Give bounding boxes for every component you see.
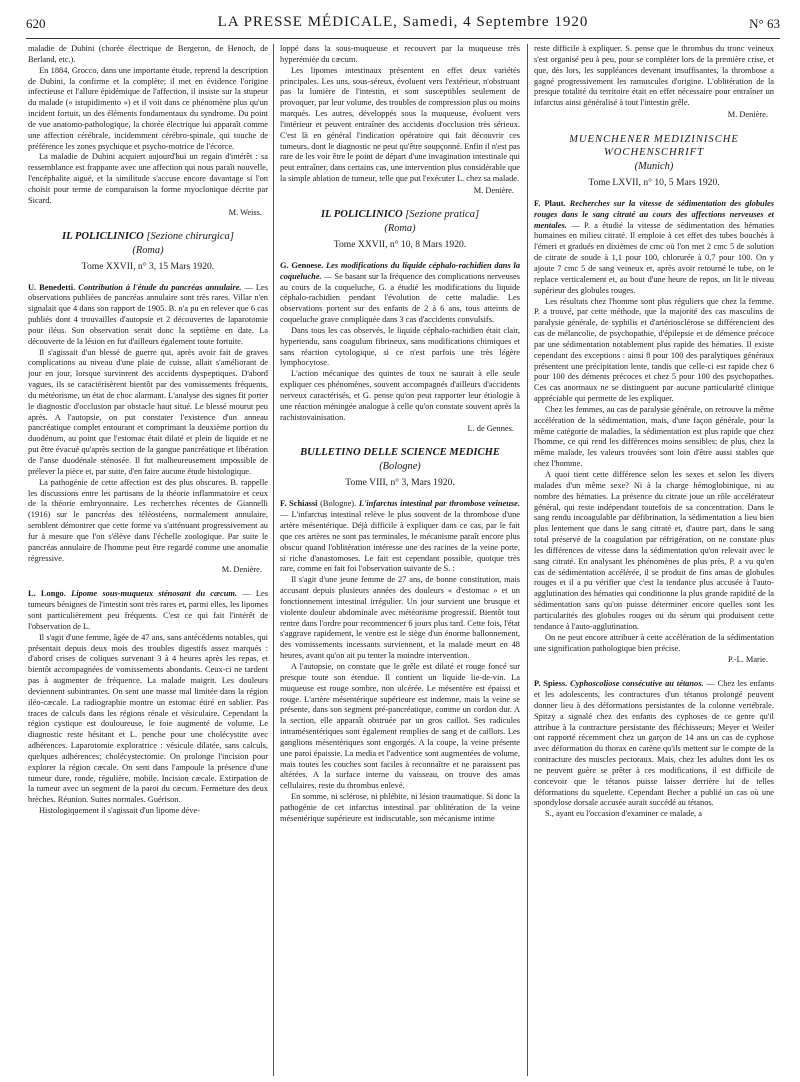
- page-number: 620: [26, 16, 46, 31]
- article-title: L'infarctus intestinal par thrombose veineuse.: [358, 499, 520, 509]
- article-title: Les modifications du liquide céphalo-rachidien dans la coqueluche.: [280, 260, 520, 281]
- article-text: — L'infarctus intestinal relève le plus souvent de la thrombose d'une artère mésentérique. Déjà difficile à expliquer dans ce cas, par le fait que ces artères ne sont pas terminales, le mécanisme paraît encore plus obscur quand l'oblitération intéresse une des racines de la veine porte, si riche d'anastomoses. Le fait est cependant possible, quoique très rare, comme en fait foi l'observation suivante de S. :: [280, 510, 520, 574]
- journal-section: [Sezione chirurgica]: [146, 230, 234, 242]
- paragraph: Il s'agit d'une jeune femme de 27 ans, de bonne constitution, mais accusant depuis plusieurs années des douleurs « d'estomac » et un fonctionnement intestinal irrégulier. Un jour survient une brusque et violente douleur abdominale avec météorisme progressif. Bientôt tout rentre dans l'ordre pour recommencer 6 jours plus tard. Cette fois, l'état s'aggrave rapidement, le ventre est le siège d'un énorme ballonnement, des vomissements incessants surviennent, et la malade meurt en 48 heures, avant qu'on ait pu tenter la moindre intervention.: [280, 575, 520, 661]
- journal-city: (Bologne): [379, 461, 421, 473]
- column-divider: [527, 44, 528, 1076]
- article-text: — Se basant sur la fréquence des complications nerveuses au cours de la coqueluche, G. a étudié les modifications du liquide céphalo-rachidien pendant l'évolution de cette maladie. Les observations portent sur des enfants de 2 à 6 ans, tous atteints de coqueluche grave compliquée dans 3 cas d'accidents convulsifs.: [280, 271, 520, 325]
- article-author: L. Longo.: [28, 589, 66, 599]
- journal-volume: Tome XXVII, n° 10, 8 Mars 1920.: [333, 238, 467, 250]
- paragraph: La pathogénie de cette affection est des plus obscures. B. rappelle les discussions entre les partisans de la théorie inflammatoire et ceux de la théorie embryonnaire. Les recherches récentes de Giannelli (1916) sur le pancréas des téléostéens, normalement annulaire, semblent démontrer que cette forme va s'atténuant progressivement au fur à mesure que l'on s'élève dans l'échelle zoologique. Par suite le pancréas annulaire de l'homme peut être regardé comme une anomalie régressive.: [28, 477, 268, 563]
- journal-name: BULLETINO DELLE SCIENCE MEDICHE: [300, 447, 500, 459]
- journal-heading: [280, 208, 520, 221]
- page-header: [26, 14, 780, 36]
- article-text: — Chez les enfants et les adolescents, les contractures d'un tétanos prolongé peuvent donner lieu à des déformations persistantes de la colonne vertébrale. Spitzy a signalé chez des enfants des cyphoses de ce genre qu'il attribue à la contracture persistante des fléchisseurs; Meyer et Weiler ont rapporté récemment chez un garçon de 14 ans un cas de cyphose avec déformation du thorax en carène qu'ils mettent sur le compte de la contracture des muscles pectoraux. Mais, chez les adultes dont les os ne peuvent guère se prêter à ces modifications, il est difficile de concevoir que le tétanos puisse laisser derrière lui de telles déformations du squelette. Cependant Becher a publié un cas où une spondylose dorsale accusée aurait succédé au tétanos.: [534, 679, 774, 808]
- issue-number: N° 63: [749, 16, 780, 31]
- paragraph: S., ayant eu l'occasion d'examiner ce malade, a: [545, 809, 702, 819]
- journal-name: IL POLICLINICO: [62, 230, 144, 242]
- column-right: [534, 44, 774, 1078]
- paragraph: Il s'agissait d'un blessé de guerre qui, après avoir fait de graves complications au niveau d'une plaie de cuisse, allait s'améliorant de jour en jour, lorsque survinrent des accidents dyspeptiques. D'abord vagues, ils se caractérisèrent bientôt par des vomissements fréquents, du météorisme, un état de choc alarmant. L'analyse des signes fit porter le diagnostic d'occlusion par obstacle haut situé. Le blessé mourut peu après. A l'autopsie, on put constater l'existence d'un anneau pancréatique complet entourant et comprimant la deuxième portion du duodénum, au point que l'estomac était dilaté et plein de liquide et ne put être évacué qu'après section de la gangue pancréatique et libération de l'anse duodénale sténosée. Il fut malheureusement impossible de prélever la pièce et, par suite, d'en faire aucune étude histologique.: [28, 347, 268, 476]
- paragraph: Les résultats chez l'homme sont plus réguliers que chez la femme. P. a trouvé, par cette méthode, que la majorité des cas masculins de paralysie générale, de syphilis et d'artériosclérose se différencient des cas de mélancolie, de psychopathie, d'épilepsie et de démence précoce par une sédimentation notablement plus rapide des hématies. Il existe cependant des exceptions : ainsi 8 pour 100 des paralytiques généraux présentent une précipitation lente, tandis que celle-ci est rapide chez 6 pour 100 des déments précoces et chez 5 pour 100 des psychopathes. Ces cas anormaux ne se distinguent par aucune particularité clinique appréciable qui permette de les expliquer.: [534, 296, 774, 404]
- signature: M. Weiss.: [228, 207, 262, 217]
- paragraph: A quoi tient cette différence selon les sexes et selon les divers malades d'un même sexe? Ni à la charge hémoglobinique, ni au nombre des hématies. La présence du citrate joue un rôle accélérateur général, qui reste indépendant toutefois de sa concentration. Dans le sang rendu incoagulable par défibrination, la sédimentation a lieu bien plus lentement que dans le sang citraté et, d'autre part, dans le sang total préservé de la coagulation par réfrigération, on ne constate plus les différences de vitesse dans la sédimentation qu'on relevait avec le sang citraté. En analysant les phénomènes de plus près, P. a vu qu'en cas de sédimentation accélérée, il se produit de fins amas de globules rouges et il a pu vérifier que c'est la tendance plus accusée à l'auto-agglutination des hématies qui conditionne la plus grande rapidité de la sédimentation sans qu'on puisse déterminer encore quelles sont les particularités des globules rouges ou du sérum qui produisent cette tendance à l'auto-agglutination.: [534, 470, 774, 631]
- article-text: — P. a étudié la vitesse de sédimentation des hématies humaines en milieu citraté. Il emploie à cet effet des tubes bouchés à l'émeri et gradués en dixièmes de cmc où l'on met 2 cmc 5 de solution de citrate de soude à 1,1 pour 100, chlorurée à 0,7 pour 100. On y ajoute 7 cmc 5 de sang veineux et, après avoir retourné le tube, on le replace verticalement et, au bout d'une heure de repos, on lit le niveau supérieur des globules rouges.: [534, 220, 774, 295]
- header-rule: [26, 38, 780, 39]
- paragraph: Histologiquement il s'agissait d'un lipome déve-: [39, 806, 200, 816]
- paragraph: reste difficile à expliquer. S. pense que le thrombus du tronc veineux s'est organisé peu à peu, pour se compléter lors de la première crise, et que, dès lors, les suppléances devenant insuffisantes, la thrombose a gagné progressivement les ramuscules d'origine. L'oblitération de la presque totalité du territoire était en effet nécessaire pour entraîner un infarctus ainsi généralisé à tout l'intestin grêle.: [534, 44, 774, 108]
- article-title: Cyphoscoliose consécutive au tétanos.: [570, 679, 704, 689]
- journal-heading: [28, 230, 268, 243]
- paragraph: loppé dans la sous-muqueuse et recouvert par la muqueuse très hyperémiée du cæcum.: [280, 44, 520, 64]
- paragraph: maladie de Dubini (chorée électrique de Bergeron, de Henoch, de Berland, etc.).: [28, 44, 268, 64]
- signature: P.-L. Marie.: [727, 655, 768, 665]
- article-author: F. Plaut.: [534, 198, 566, 208]
- signature: M. Denière.: [727, 110, 768, 120]
- column-divider: [273, 44, 274, 1076]
- article-author-city: (Bologne).: [320, 499, 357, 509]
- article-paragraph: [28, 589, 268, 632]
- paragraph: Dans tous les cas observés, le liquide céphalo-rachidien était clair, hypertendu, sans coagulum fibrineux, sans modifications chimiques et sans réaction cytologique, si ce n'est parfois une très légère lymphocytose.: [280, 325, 520, 368]
- journal-city: (Roma): [132, 244, 164, 256]
- article-author: P. Spiess.: [534, 679, 568, 689]
- article-title: Contribution à l'étude du pancréas annulaire.: [78, 282, 242, 292]
- paragraph: La maladie de Dubini acquiert aujourd'hui un regain d'intérêt : sa ressemblance est frappante avec une affection qui nous paraît nouvelle, l'encéphalite aiguë, et la similitude s'accuse encore davantage si l'on choisit pour terme de comparaison la forme myoclonique décrite par Sicard.: [28, 152, 268, 205]
- signature: L. de Gennes.: [467, 424, 514, 434]
- article-author: G. Genoese.: [280, 260, 324, 270]
- paragraph: Chez les femmes, au cas de paralysie générale, on retrouve la même accélération de la sédimentation, mais, d'une façon générale, pour la même catégorie de maladies, la sédimentation est plus rapide que chez l'homme, ce qui rend les différences moins sensibles; de plus, chez la même malade, les valeurs trouvées sont loin d'être aussi stables que chez l'homme.: [534, 404, 774, 469]
- paragraph: On ne peut encore attribuer à cette accélération de la sédimentation une signification pathologique bien précise.: [534, 632, 774, 653]
- article-title: Lipome sous-muqueux sténosant du cæcum.: [71, 589, 238, 599]
- article-text: — Les observations publiées de pancréas annulaire sont très rares. Villar n'en signalait que 4 dans son rapport de 1905. B. n'a pu en relever que 6 cas publiés dont 4 trouvailles d'autopsie et 2 découvertes de laparotomie pour iléus. Son observation serait donc la septième en date. La découverte de la lésion en fut d'ailleurs également toute fortuite.: [28, 282, 268, 346]
- paragraph: Les lipomes intestinaux présentent en effet deux variétés principales. Les uns, sous-séreux, évoluent vers l'extérieur, n'obstruant pas la lumière de l'intestin, et sont susceptibles seulement de provoquer, par leur volume, des troubles de compression plus ou moins marqués. Les autres, développés sous la muqueuse, évoluent vers l'intérieur et peuvent entraîner des accidents d'occlusion très sérieux. C'est là en général l'indication opératoire qui fait découvrir ces tumeurs, dont le diagnostic ne peut qu'être soupçonné. Enfin il n'est pas rare de les voir être le point de départ d'une invagination intestinale qui peut entraîner, dans certains cas, une intervention plus considérable que la simple ablation de tumeur, telle que put l'exécuter L. chez sa malade.: [280, 65, 520, 184]
- paragraph: En somme, ni sclérose, ni phlébite, ni lésion traumatique. Si donc la pathogénie de cet infarctus intestinal par oblitération de la veine mésentérique supérieure est indiscutable, son mécanisme intime: [280, 792, 520, 823]
- signature: M. Denière.: [221, 565, 262, 575]
- column-middle: [280, 44, 520, 1078]
- journal-city: (Roma): [384, 222, 416, 234]
- journal-volume: Tome VIII, n° 3, Mars 1920.: [345, 477, 455, 489]
- article-paragraph: [28, 283, 268, 348]
- paragraph: L'action mécanique des quintes de toux ne saurait à elle seule expliquer ces phénomènes, souvent accompagnés d'ailleurs d'accidents nerveux caractérisés, et G. pense qu'on peut rapporter leur étiologie à une réaction méningée analogue à celle qu'on constate souvent après la rachistovainisation.: [280, 369, 520, 422]
- journal-name: IL POLICLINICO: [320, 208, 403, 220]
- article-author: U. Benedetti.: [28, 282, 76, 292]
- newspaper-title: LA PRESSE MÉDICALE, Samedi, 4 Septembre 1920: [217, 14, 589, 30]
- article-title: Recherches sur la vitesse de sédimentation des globules rouges dans le sang citraté au cours des affections nerveuses et mentales.: [534, 198, 774, 230]
- article-paragraph: [280, 499, 520, 575]
- paragraph: Il s'agit d'une femme, âgée de 47 ans, sans antécédents notables, qui présentait depuis deux mois des troubles digestifs assez marqués : d'abord crises de coliques survenant 3 à 4 heures après les repas, et bientôt accompagnées de vomissements abondants. Ceux-ci ne tardent pas à augmenter de fréquence. La malade maigrit. Les douleurs deviennent subintrantes. On sent une masse mal limitée dans la région iléo-cæcale. La radiographie montre un estomac étiré en sablier. Pas traces de calculs dans les régions rénale et vésiculaire. Cependant la région cystique est douloureuse, le foie augmenté de volume. Le diagnostic reste hésitant et L. penche pour une cholécystite avec adhérences. Laparotomie exploratrice : vésicule dilatée, sans calculs, quelques adhérences; cholécystectomie. On prolonge l'incision pour explorer la région cæcale. On sent dans l'ampoule la présence d'une tumeur dure, ronde, régulière, mobile. Incision cæcale. Extirpation de la tumeur avec un segment de la paroi du cæcum. Fermeture des deux brèches. Réunion. Suites normales. Guérison.: [28, 632, 268, 805]
- paragraph: En 1884, Grocco, dans une importante étude, reprend la description de Dubini, la confirme et la complète; il met en évidence l'origine infectieuse et l'allure épidémique de l'affection, il insiste sur la stupeur du malade (« istupidimento ») et il voit dans ce phénomène plus qu'un incident fortuit, un des éléments fondamentaux du syndrome. Du point de vue anatomo-pathologique, la chorée électrique lui apparaît comme une affection cérébrale, incidemment cérébro-spinale, qui touche de préférence les zones psychique et psycho-motrice de l'écorce.: [28, 65, 268, 151]
- signature: M. Denière.: [473, 185, 514, 195]
- article-paragraph: [534, 199, 774, 297]
- journal-volume: Tome LXVII, n° 10, 5 Mars 1920.: [588, 176, 720, 188]
- journal-heading: [280, 446, 520, 459]
- article-author: F. Schiassi: [280, 499, 318, 509]
- journal-section: [Sezione pratica]: [405, 208, 480, 220]
- article-paragraph: [534, 679, 774, 809]
- article-text: — Les tumeurs bénignes de l'intestin sont très rares et, parmi elles, les lipomes sont particulièrement peu fréquents. C'est ce qui fait l'intérêt de l'observation de L.: [28, 589, 268, 631]
- journal-name: MUENCHENER MEDIZINISCHE WOCHENSCHRIFT: [569, 133, 739, 158]
- paragraph: A l'autopsie, on constate que le grêle est dilaté et rouge foncé sur presque toute son étendue. Il contient un liquide lie-de-vin. La muqueuse est rouge sombre, non ulcérée. Le mésentère est épaissi et rouge. L'artère mésentérique supérieure est indemne, mais la veine se présente, dans son segment pré-pancréatique, comme un cordon dur. A la section, elle apparaît obstruée par un gros caillot. Ses radicules intramésentériques sont également remplies de sang et de caillots. Les ganglions mésentériques sont engorgés. A la coupe, la veine présente une paroi épaissie. La media et l'adventice sont augmentées de volume, mais toutes les couches sont faciles à reconnaître et ne paraissent pas altérées. A la surface interne du vaisseau, on trouve des amas cellulaires, reste du thrombus enlevé.: [280, 661, 520, 791]
- column-left: [28, 44, 268, 1078]
- article-paragraph: [280, 261, 520, 326]
- journal-city: (Munich): [634, 160, 674, 172]
- journal-volume: Tome XXVII, n° 3, 15 Mars 1920.: [81, 260, 215, 272]
